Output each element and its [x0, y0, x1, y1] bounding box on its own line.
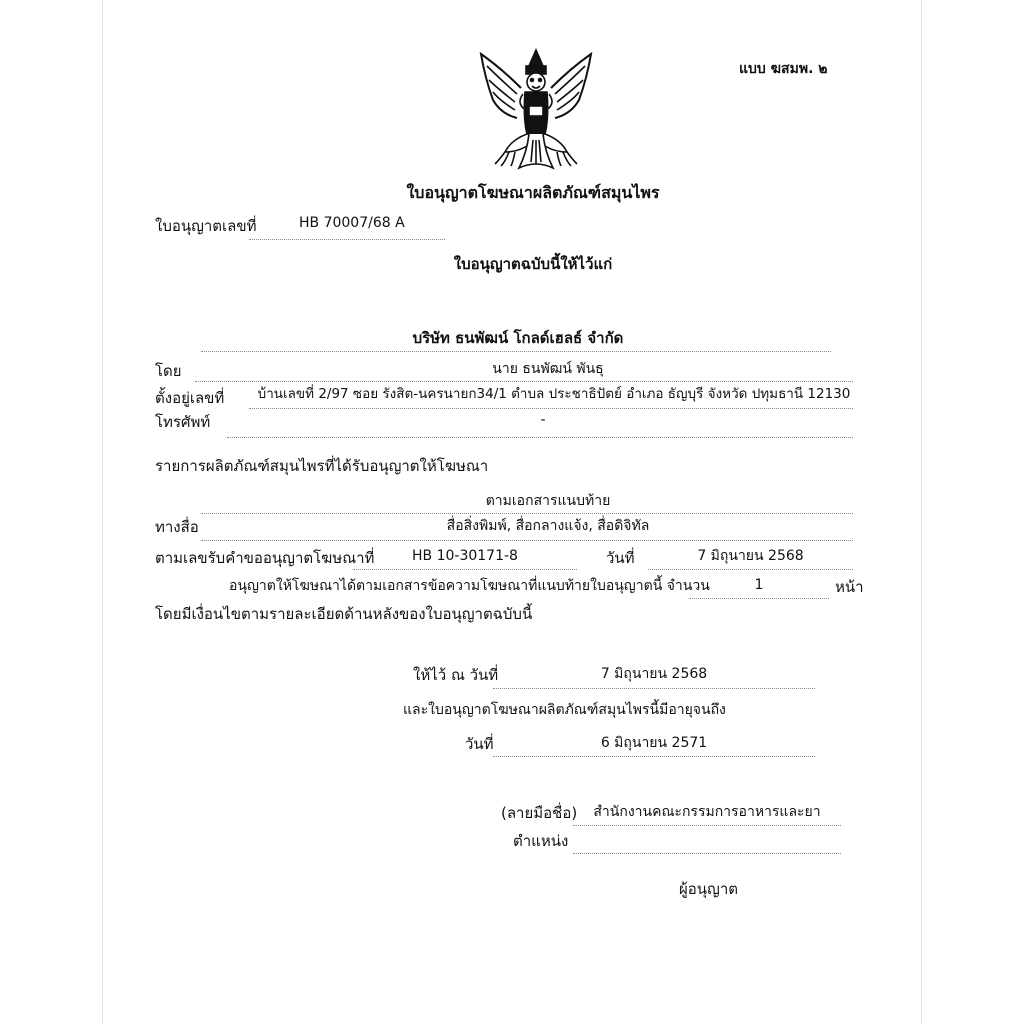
address-label: ตั้งอยู่เลขที่: [155, 389, 225, 407]
signature-label: (ลายมือชื่อ): [501, 804, 578, 822]
by-dotline: [195, 381, 853, 382]
position-label: ตำแหน่ง: [513, 832, 569, 850]
license-document: [102, 0, 922, 1024]
request-value: HB 10-30171-8: [412, 548, 518, 564]
media-value: สื่อสิ่งพิมพ์, สื่อกลางแจ้ง, สื่อดิจิทัล: [446, 518, 650, 534]
approval-unit: หน้า: [835, 578, 864, 596]
expiry-value: 6 มิถุนายน 2571: [600, 735, 708, 751]
conditions-text: โดยมีเงื่อนไขตามรายละเอียดด้านหลังของใบอนุญาตฉบับนี้: [155, 605, 533, 623]
given-on-value: 7 มิถุนายน 2568: [600, 666, 708, 682]
license-no-value: HB 70007/68 A: [299, 215, 405, 231]
validity-text: และใบอนุญาตโฆษณาผลิตภัณฑ์สมุนไพรนี้มีอายุจนถึง: [403, 702, 726, 718]
expiry-dotline: [493, 756, 815, 757]
approval-text: อนุญาตให้โฆษณาได้ตามเอกสารข้อความโฆษณาที่แนบท้ายใบอนุญาตนี้ จำนวน: [229, 578, 710, 594]
signature-dotline: [573, 825, 841, 826]
given-on-dotline: [493, 688, 815, 689]
product-list-label: รายการผลิตภัณฑ์สมุนไพรที่ได้รับอนุญาตให้โฆษณา: [155, 457, 489, 475]
request-date-label: วันที่: [606, 549, 635, 567]
phone-dotline: [227, 437, 853, 438]
media-label: ทางสื่อ: [155, 518, 199, 536]
licensor-label: ผู้อนุญาต: [679, 880, 738, 898]
form-code: แบบ ฆสมพ. ๒: [739, 61, 828, 77]
phone-value: -: [540, 412, 546, 428]
approval-pages-value: 1: [754, 577, 764, 593]
approval-pages-dotline: [689, 598, 829, 599]
product-list-value: ตามเอกสารแนบท้าย: [485, 493, 611, 509]
request-date-dotline: [648, 569, 853, 570]
garuda-emblem-icon: [471, 48, 601, 173]
license-no-dotline: [249, 239, 445, 240]
address-dotline: [249, 408, 853, 409]
phone-label: โทรศัพท์: [155, 413, 211, 431]
expiry-label: วันที่: [465, 735, 494, 753]
by-label: โดย: [155, 362, 182, 380]
request-dotline: [353, 569, 577, 570]
request-date-value: 7 มิถุนายน 2568: [697, 548, 804, 564]
media-dotline: [201, 540, 853, 541]
product-list-dotline: [201, 513, 853, 514]
license-no-label: ใบอนุญาตเลขที่: [155, 217, 257, 235]
given-on-label: ให้ไว้ ณ วันที่: [413, 666, 499, 684]
signature-value: สำนักงานคณะกรรมการอาหารและยา: [593, 804, 821, 820]
company-dotline: [201, 351, 831, 352]
request-label: ตามเลขรับคำขออนุญาตโฆษณาที่: [155, 549, 375, 567]
issued-to-heading: ใบอนุญาตฉบับนี้ให้ไว้แก่: [453, 255, 613, 273]
company-name: บริษัท ธนพัฒน์ โกลด์เฮลธ์ จำกัด: [412, 329, 624, 347]
position-dotline: [573, 853, 841, 854]
document-title: ใบอนุญาตโฆษณาผลิตภัณฑ์สมุนไพร: [406, 183, 660, 202]
by-value: นาย ธนพัฒน์ พันธุ: [492, 361, 604, 377]
address-value: บ้านเลขที่ 2/97 ซอย รังสิต-นครนายก34/1 ตำบล ประชาธิปัตย์ อำเภอ ธัญบุรี จังหวัด ปทุมธานี 12130: [257, 386, 851, 402]
